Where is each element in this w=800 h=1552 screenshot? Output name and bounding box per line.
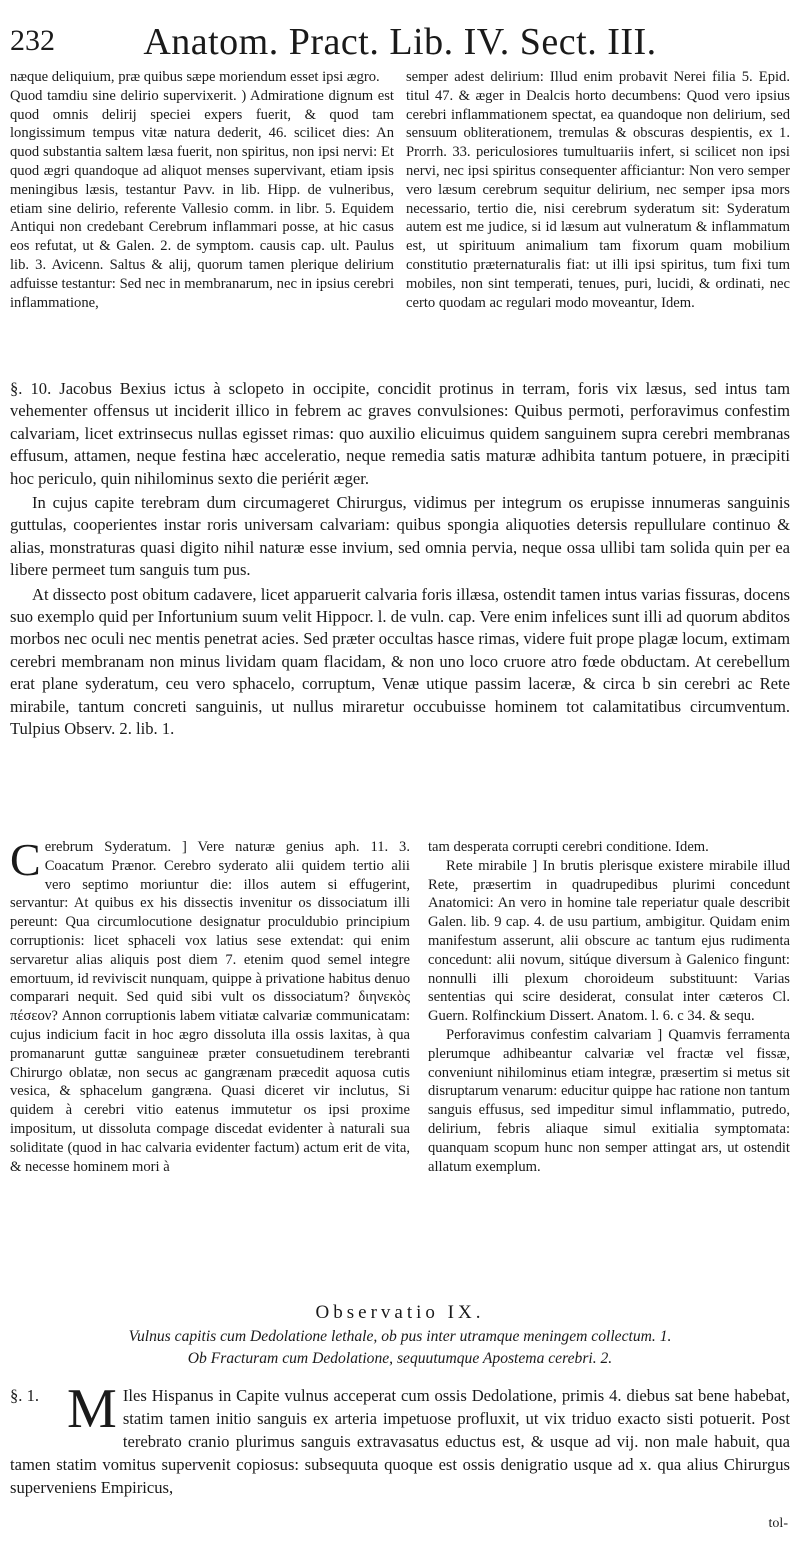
top-left-para-2: Quod tamdiu sine delirio supervixerit. ) Admiratione dignum est quod omnis delirij speciei expers fuerit, & quod tam longissimum tempus vitæ natura dederit, 46. scilicet dies: An quod substantia saltem læsa fuerit, non spiritus, non ipsi nervi: Et quod ægri quandoque ad aliquot menses supervivant, etiam ipsis meningibus læsis, testantur Pavv. in lib. Hipp. de vulneribus, etiam sine delirio, referente Vallesio comm. in libr. 5. Equidem Antiqui non credebant Cerebrum inflammari posse, at hic casus eos refutat, ut & Galen. 2. de symptom. causis cap. ult. Paulus lib. 3. Avicenn. Saltus & alij, quorum tamen plerique delirium adfuisse testantur: Sed nec in membranarum, nec in ipsius cerebri inflammatione, [10,87,394,311]
top-two-column-commentary [10,68,790,368]
top-left-column [10,68,394,312]
full-para-2: In cujus capite terebram dum circumageret Chirurgus, vidimus per integrum os erupisse innumeras sanguinis guttulas, cooperientes instar roris universam calvariam: quibus spongia aliquoties detersis repullulare continuo & alias, monstraturas quasi digito nihil naturæ esse invium, sed omnia pervia, neque ossa ullibi tam solida quin per ea libere permeet tum sanguis tum pus. [10,493,790,580]
bottom-right-para-1: tam desperata corrupti cerebri conditione. Idem. [428,839,709,855]
top-right-column [406,68,790,312]
bottom-right-column [428,838,790,1176]
observation-para [10,1378,790,1499]
bottom-right-para-3: Perforavimus confestim calvariam ] Quamvis ferramenta plerumque adhibeantur calvariæ vel fractæ vel fissæ, conveniunt nihilominus etiam integræ, præsertim si metus sit disruptarum venarum: educitur quippe hac ratione non tantum sanguis effusus, sed impeditur simul inflammatio, putredo, delirium, febris aliaque simul exitialia symptomata: quanquam scopum hunc non semper attingat ars, ut ostendit allatum exemplum. [428,1026,790,1175]
bottom-left-para [10,834,410,1176]
full-para-1: §. 10. Jacobus Bexius ictus à sclopeto in occipite, concidit protinus in terram, foris vix læsus, sed intus tam vehementer offensus ut inciderit illico in febrem ac graves convulsiones: Quibus permoti, perforavimus confestim calvariam, licet extrinsecus nullas egisset rimas: quo auxilio elicuimus quidem sanguinem supra cerebri membranas effusum, attamen, neque festina hæc acceleratio, neque remedia satis maturæ adhibita tantum potuere, in præcipiti hoc periculo, quin nihilominus sexto die periérit æger. [10,379,790,488]
bottom-two-column-commentary [10,834,790,1298]
observation-body [10,1378,790,1499]
bottom-left-text: erebrum Syderatum. ] Vere naturæ genius aph. 11. 3. Coacatum Prænor. Cerebro syderato alii quidem tertio alii vero septimo moriuntur die: illos autem si effugerint, servantur: At quibus ex his dissectis invenitur os dissociatum illi pereunt: Qua circumlocutione designatur proculdubio principium corruptionis: licet sphaceli vox latius sese extendat: qui enim servaretur alias aliquis post diem 7. etenim quod semel integre emortuum, id reviviscit nunquam, quippe à privatione habitus denuo comparari nequit. Sed quid sibi vult os dissociatum? διηνεκὸς πέσεον? Annon corruptionis labem vitiatæ calvariæ communicatam: cujus indicium facit in hoc ægro dissoluta illa ossis laxitas, à qua promanarunt guttæ sanguineæ præter consuetudinem terebranti Chirurgo oblatæ, non secus ac gangrænam præcedit aquosa cutis vesica, & sphacelum gangræna. Quasi diceret vir inclutus, Si quidem à cerebri vitio eatenus immutetur os ipsi proxime impositum, ut dissoluta compage discedat evidenter à naturali sua soliditate (quod in hac calvaria evidenter factum) actum erit de vita, & necesse hominem mori à [10,839,410,1175]
observation-summary [10,1326,790,1370]
observation-summary-line-1: Vulnus capitis cum Dedolatione lethale, ob pus inter utramque meningem collectum. 1. [128,1328,672,1345]
catchword: tol- [768,1516,788,1531]
observation-heading: Observatio IX. [315,1302,485,1323]
page-header [10,20,790,66]
bottom-left-column [10,834,410,1176]
top-left-para-1: næque deliquium, præ quibus sæpe moriendum esset ipsi ægro. [10,69,380,85]
case-section-10 [10,378,790,743]
top-right-para-1: semper adest delirium: Illud enim probavit Nerei filia 5. Epid. titul 47. & æger in Dealcis horto decumbens: Quod vero ipsius cerebri inflammationem spectat, ea quandoque non delirium, sed sensuum obliterationem, tremulas & obscuras despientis, ex 1. Prorrh. 33. periculosiores tumultuariis infert, si scilicet non ipsi nervi, nec ipsi spiritus consequenter afficiantur: Non vero semper vero læsum cerebrum sequitur delirium, nec semper ipsa mors necessario, tertio die, nisi cerebrum syderatum sit: Syderatum autem est me judice, si id læsum aut vulneratum & inflammatum est, ut spirituum animalium tam fixorum quam mobilium constitutio præternaturalis fiat: ut illi ipsi spiritus, tum fixi tum mobiles, non sint temperati, tenues, puri, lucidi, & ordinati, nec certo quodam ac regulari modo moveantur, Idem. [406,69,790,311]
drop-cap-c: C [10,834,41,885]
section-mark: §. 1. [10,1386,40,1405]
bottom-right-para-2: Rete mirabile ] In brutis plerisque existere mirabile illud Rete, præsertim in quadrupedibus plurimi concedunt Anatomici: An vero in homine tale reperiatur quale describit Galen. lib. 9 cap. 4. de usu partium, ambigitur. Quidam enim manifestum asserunt, alii obscure ac tantum ejus rudimenta concedunt: alii novum, sitúque diversum à Galenico fingunt: nonnulli illi plexum choroideum substituunt: Varias sententias qui scire desiderat, consulat inter cæteros Cl. Guern. Rolfinckium Dissert. Anatom. l. 6. c 34. & sequ. [428,857,790,1025]
drop-cap-m: M [67,1378,117,1440]
observation-text: Iles Hispanus in Capite vulnus acceperat cum ossis Dedolatione, primis 4. diebus sat bene habebat, statim tamen initio sanguis ex arteria impetuose profluxit, ut vix triduo exacto sisti potuerit. Post terebrato cranio plurimus sanguis extravasatus eductus est, & usque ad vij. non male habuit, qua tamen statim vomitus supervenit copiosus: subsequuta quoque est ossis denigratio usque ad x. qua alius Chirurgus superveniens Empiricus, [10,1386,790,1497]
page-number: 232 [10,24,55,57]
observation-summary-line-2: Ob Fracturam cum Dedolatione, sequutumque Apostema cerebri. 2. [187,1350,613,1367]
running-title: Anatom. Pract. Lib. IV. Sect. III. [143,21,657,63]
full-para-3: At dissecto post obitum cadavere, licet apparuerit calvaria foris illæsa, ostendit tamen intus varias fissuras, docens suo exemplo quid per Infortunium suum velit Hippocr. l. de vuln. cap. Vere enim infelices sunt illi ad quorum abditos morbos nec oculi nec mentis penetrat acies. Sed præter occultas hasce rimas, videre fuit prope plagæ locum, extimam cerebri membranam non minus lividam quam flacidam, & non uno loco cruore atro fœde obductam. At cerebellum erat plane syderatum, ceu vero sphacelo, corruptum, Venæ utique passim laceræ, & circa b sin cerebri ac Rete mirabile, tantum concreti sanguinis, ut nullus miraretur occubuisse hominem tot calamitatibus circumventum. Tulpius Observ. 2. lib. 1. [10,584,790,739]
